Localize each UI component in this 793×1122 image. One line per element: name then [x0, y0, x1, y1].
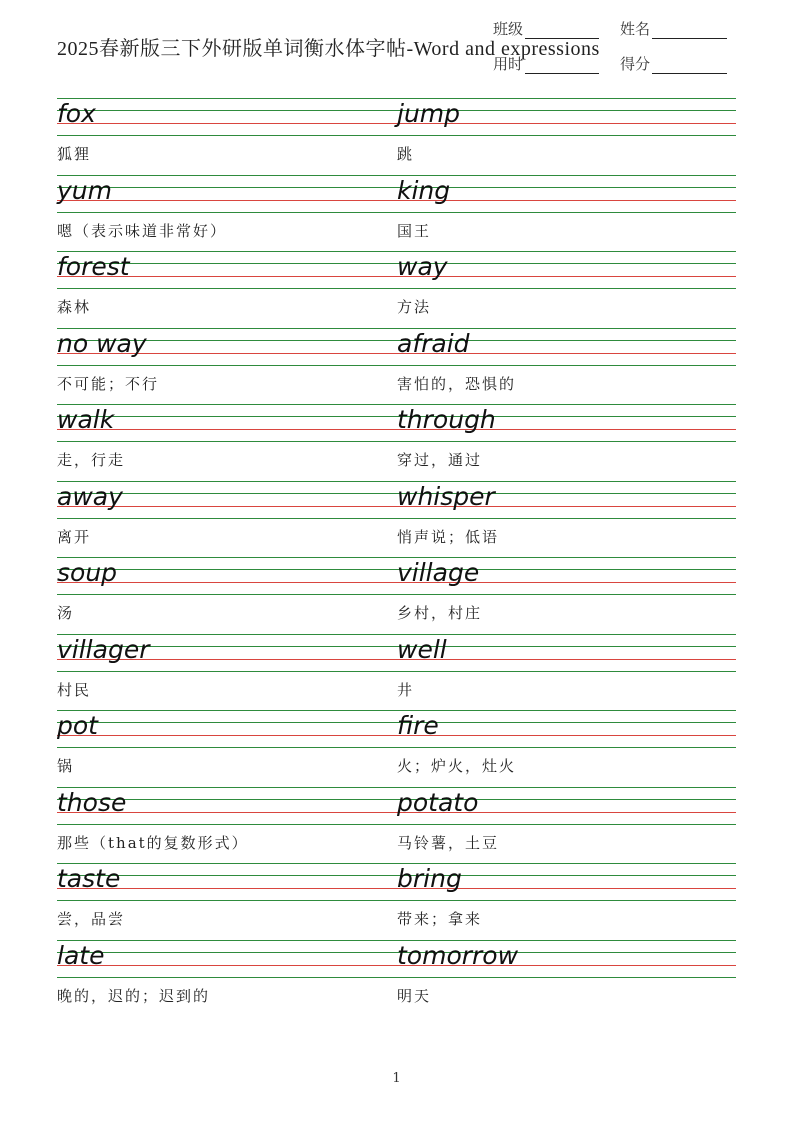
chinese-meaning: 离开 — [57, 527, 92, 546]
page-number: 1 — [392, 1071, 401, 1086]
word-row — [57, 634, 736, 711]
english-word: forest — [57, 252, 130, 281]
score-blank-line — [652, 72, 727, 74]
chinese-meaning: 火；炉火，灶火 — [397, 757, 517, 775]
word-row — [57, 251, 736, 328]
english-word: jump — [397, 99, 461, 128]
english-word: afraid — [397, 328, 470, 358]
english-word: yum — [57, 175, 112, 205]
time-label: 用时 — [493, 55, 524, 73]
english-word: king — [397, 175, 451, 205]
english-word: through — [397, 405, 496, 434]
chinese-meaning: 国王 — [397, 221, 432, 240]
vocab-entry-left — [57, 557, 397, 634]
vocab-entry-right — [397, 863, 737, 940]
vocab-entry-left — [57, 710, 397, 787]
chinese-meaning: 汤 — [57, 604, 75, 622]
english-word: village — [397, 558, 480, 587]
vocab-entry-left — [57, 940, 397, 1017]
chinese-meaning: 那些（that的复数形式） — [57, 833, 249, 852]
vocab-entry-left — [57, 634, 397, 711]
vocab-entry-left — [57, 787, 397, 864]
vocab-entry-left — [57, 251, 397, 328]
vocab-entry-right — [397, 175, 737, 252]
chinese-meaning: 森林 — [57, 298, 92, 316]
word-row — [57, 481, 736, 558]
english-word: late — [57, 940, 105, 970]
english-word: soup — [57, 558, 118, 587]
time-blank-line — [525, 72, 599, 74]
chinese-meaning: 嗯（表示味道非常好） — [57, 221, 228, 240]
chinese-meaning: 尝，品尝 — [57, 910, 126, 928]
vocab-entry-right — [397, 710, 737, 787]
chinese-meaning: 井 — [397, 680, 415, 699]
chinese-meaning: 跳 — [397, 145, 415, 163]
english-word: whisper — [397, 481, 495, 511]
chinese-meaning: 方法 — [397, 298, 432, 316]
vocab-entry-left — [57, 481, 397, 558]
vocab-entry-left — [57, 175, 397, 252]
chinese-meaning: 马铃薯，土豆 — [397, 833, 500, 852]
chinese-meaning: 晚的，迟的；迟到的 — [57, 986, 211, 1005]
vocab-entry-right — [397, 557, 737, 634]
vocab-entry-right — [397, 787, 737, 864]
vocab-entry-right — [397, 98, 737, 175]
chinese-meaning: 不可能；不行 — [57, 374, 160, 393]
chinese-meaning: 锅 — [57, 757, 75, 775]
word-row — [57, 328, 736, 405]
english-word: potato — [397, 787, 479, 817]
chinese-meaning: 害怕的，恐惧的 — [397, 374, 517, 393]
english-word: pot — [57, 711, 98, 740]
english-word: bring — [397, 864, 462, 893]
word-row — [57, 98, 736, 175]
name-label: 姓名 — [620, 20, 651, 38]
name-field — [620, 18, 727, 39]
score-field — [620, 53, 727, 74]
word-row — [57, 557, 736, 634]
english-word: fire — [397, 711, 439, 740]
word-row — [57, 175, 736, 252]
word-row — [57, 787, 736, 864]
chinese-meaning: 狐狸 — [57, 145, 92, 163]
english-word: those — [57, 787, 127, 817]
english-word: away — [57, 481, 123, 511]
class-field — [493, 18, 599, 39]
english-word: tomorrow — [397, 940, 519, 970]
vocab-entry-left — [57, 863, 397, 940]
chinese-meaning: 悄声说；低语 — [397, 527, 500, 546]
vocab-entry-right — [397, 481, 737, 558]
vocab-entry-left — [57, 404, 397, 481]
vocab-entry-right — [397, 634, 737, 711]
time-field — [493, 53, 599, 74]
chinese-meaning: 明天 — [397, 986, 432, 1005]
vocab-entry-left — [57, 328, 397, 405]
class-label: 班级 — [493, 20, 524, 38]
word-row — [57, 710, 736, 787]
english-word: well — [397, 634, 447, 664]
english-word: fox — [57, 99, 96, 128]
name-blank-line — [652, 37, 727, 39]
chinese-meaning: 穿过，通过 — [397, 451, 483, 469]
score-label: 得分 — [620, 55, 651, 73]
vocab-entry-right — [397, 328, 737, 405]
vocab-entry-right — [397, 940, 737, 1017]
english-word: taste — [57, 864, 121, 893]
word-grid — [57, 98, 736, 1016]
chinese-meaning: 带来；拿来 — [397, 910, 483, 928]
class-blank-line — [525, 37, 599, 39]
english-word: walk — [57, 405, 115, 434]
vocab-entry-right — [397, 404, 737, 481]
word-row — [57, 940, 736, 1017]
word-row — [57, 863, 736, 940]
page-title: 2025春新版三下外研版单词衡水体字帖-Word and expressions — [57, 38, 600, 60]
word-row — [57, 404, 736, 481]
chinese-meaning: 乡村，村庄 — [397, 604, 483, 622]
english-word: way — [397, 252, 448, 281]
chinese-meaning: 村民 — [57, 680, 92, 699]
chinese-meaning: 走，行走 — [57, 451, 126, 469]
vocab-entry-right — [397, 251, 737, 328]
english-word: no way — [57, 328, 147, 358]
english-word: villager — [57, 634, 150, 664]
vocab-entry-left — [57, 98, 397, 175]
